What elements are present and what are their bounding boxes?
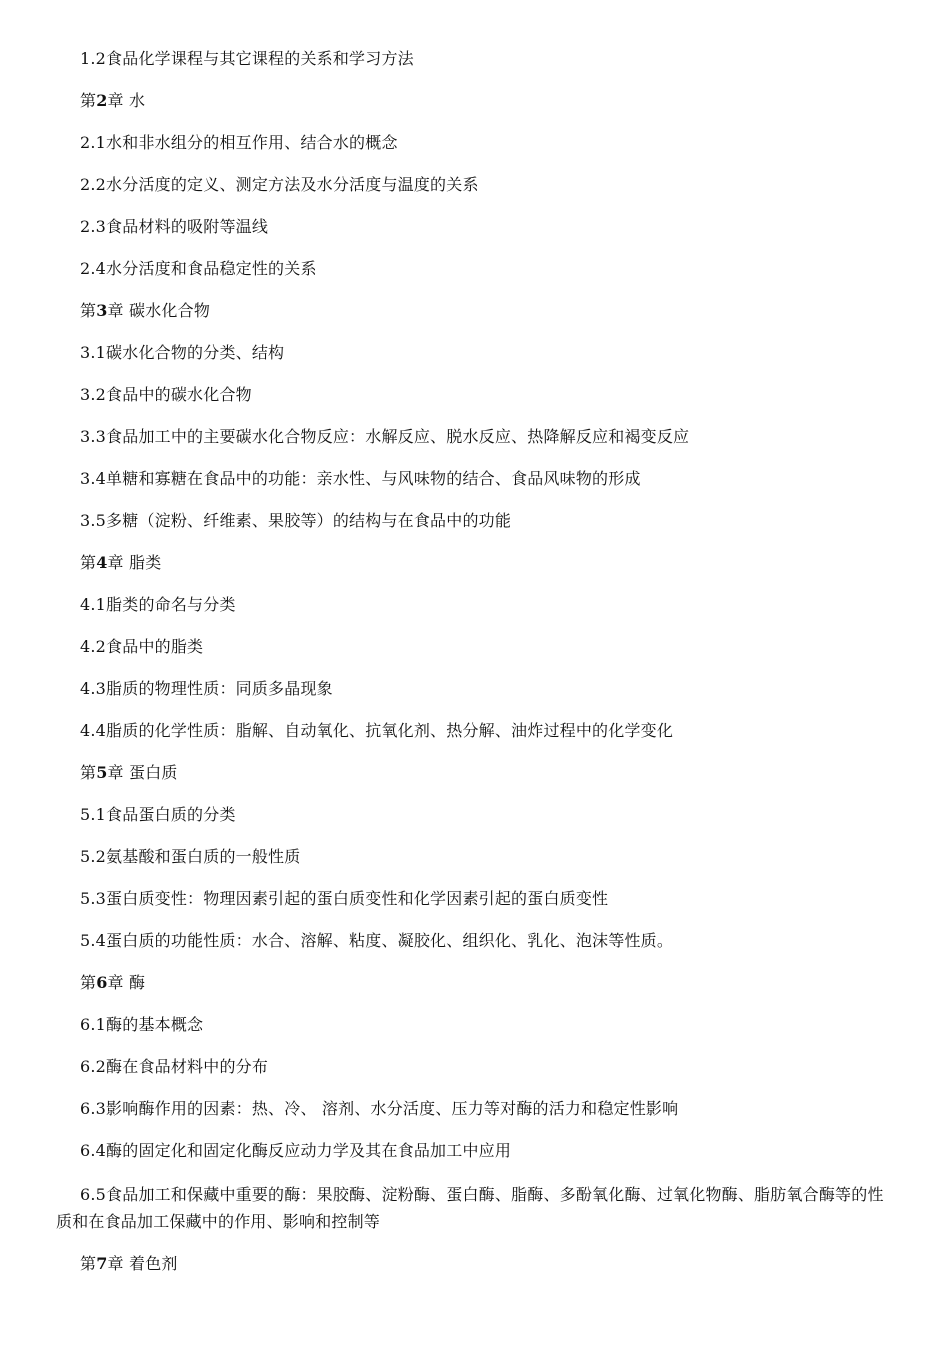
section-6-2: 6.2酶在食品材料中的分布 xyxy=(80,1057,269,1076)
section-4-2: 4.2食品中的脂类 xyxy=(80,637,204,656)
section-4-1: 4.1脂类的命名与分类 xyxy=(80,595,236,614)
section-4-4: 4.4脂质的化学性质：脂解、自动氧化、抗氧化剂、热分解、油炸过程中的化学变化 xyxy=(80,721,674,740)
section-6-1: 6.1酶的基本概念 xyxy=(80,1015,204,1034)
section-6-4: 6.4酶的固定化和固定化酶反应动力学及其在食品加工中应用 xyxy=(80,1141,512,1160)
chapter-title: 章 着色剂 xyxy=(107,1254,178,1273)
section-2-2: 2.2水分活度的定义、测定方法及水分活度与温度的关系 xyxy=(80,175,479,194)
section-3-3: 3.3食品加工中的主要碳水化合物反应：水解反应、脱水反应、热降解反应和褐变反应 xyxy=(80,427,690,446)
section-5-2: 5.2氨基酸和蛋白质的一般性质 xyxy=(80,847,301,866)
chapter-4-heading xyxy=(80,552,161,574)
section-3-2: 3.2食品中的碳水化合物 xyxy=(80,385,252,404)
chapter-title: 章 碳水化合物 xyxy=(107,301,211,320)
chapter-title: 章 蛋白质 xyxy=(107,763,178,782)
chapter-title: 章 脂类 xyxy=(107,553,162,572)
section-6-5: 6.5食品加工和保藏中重要的酶：果胶酶、淀粉酶、蛋白酶、脂酶、多酚氧化酶、过氧化物酶、脂肪氧合酶等的性质和在食品加工保藏中的作用、影响和控制等 xyxy=(56,1185,884,1231)
chapter-prefix: 第 xyxy=(80,301,97,320)
chapter-7-heading xyxy=(80,1253,178,1275)
chapter-number: 4 xyxy=(96,553,108,572)
section-2-1: 2.1水和非水组分的相互作用、结合水的概念 xyxy=(80,133,398,152)
chapter-2-heading xyxy=(80,90,145,112)
chapter-number: 2 xyxy=(96,91,108,110)
section-2-3: 2.3食品材料的吸附等温线 xyxy=(80,217,269,236)
section-5-4: 5.4蛋白质的功能性质：水合、溶解、粘度、凝胶化、组织化、乳化、泡沫等性质。 xyxy=(80,931,674,950)
section-6-3: 6.3影响酶作用的因素：热、冷、 溶剂、水分活度、压力等对酶的活力和稳定性影响 xyxy=(80,1099,679,1118)
chapter-3-heading xyxy=(80,300,210,322)
chapter-title: 章 水 xyxy=(107,91,146,110)
chapter-number: 3 xyxy=(96,301,108,320)
chapter-number: 7 xyxy=(96,1254,108,1273)
chapter-5-heading xyxy=(80,762,178,784)
section-5-1: 5.1食品蛋白质的分类 xyxy=(80,805,236,824)
chapter-prefix: 第 xyxy=(80,91,97,110)
section-3-1: 3.1碳水化合物的分类、结构 xyxy=(80,343,285,362)
chapter-prefix: 第 xyxy=(80,763,97,782)
chapter-prefix: 第 xyxy=(80,1254,97,1273)
section-4-3: 4.3脂质的物理性质：同质多晶现象 xyxy=(80,679,333,698)
chapter-number: 6 xyxy=(96,973,108,992)
section-3-4: 3.4单糖和寡糖在食品中的功能：亲水性、与风味物的结合、食品风味物的形成 xyxy=(80,469,641,488)
chapter-prefix: 第 xyxy=(80,553,97,572)
chapter-number: 5 xyxy=(96,763,108,782)
section-5-3: 5.3蛋白质变性：物理因素引起的蛋白质变性和化学因素引起的蛋白质变性 xyxy=(80,889,609,908)
chapter-6-heading xyxy=(80,972,145,994)
chapter-title: 章 酶 xyxy=(107,973,146,992)
section-2-4: 2.4水分活度和食品稳定性的关系 xyxy=(80,259,317,278)
section-3-5: 3.5多糖（淀粉、纤维素、果胶等）的结构与在食品中的功能 xyxy=(80,511,512,530)
chapter-prefix: 第 xyxy=(80,973,97,992)
section-1-2: 1.2食品化学课程与其它课程的关系和学习方法 xyxy=(80,49,414,68)
